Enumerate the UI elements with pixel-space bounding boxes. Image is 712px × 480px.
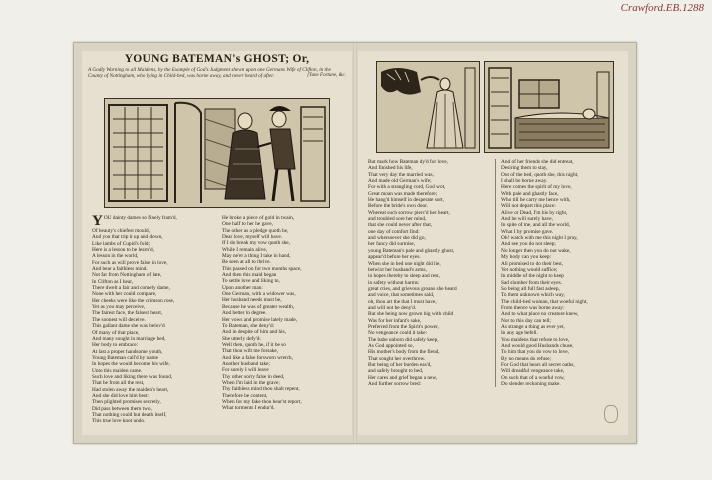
woodcut-bedchamber (484, 61, 614, 153)
verse-line: Her body to embrace: (92, 342, 139, 349)
verse-line: betwixt her husband's arms, (368, 266, 427, 273)
verse-line: and whersoever she did go, (368, 235, 426, 242)
verse-line: He broke a piece of gold in twain, (222, 215, 295, 221)
verse-line: When for my fake thou hear'st report, (222, 398, 302, 405)
verse-line: oh, thou art the that I must have, (368, 298, 437, 305)
verse-line: Oh! watch with me this night I pray, (501, 235, 578, 242)
verse-line: So being all full fast asleep, (501, 285, 560, 292)
verse-line: Young Bateman call'd by name (92, 354, 159, 361)
verse-line: Desiring them to stay, (501, 165, 548, 172)
verse-line: And further sorrow bred: (368, 381, 422, 388)
verse-line: In any age befell. (501, 330, 538, 337)
woodcut-illustration-left (105, 99, 329, 207)
verse-line: And bear a faithless mind. (92, 266, 148, 273)
verse-line: One half to her he gave, (222, 221, 273, 228)
verse-column (495, 159, 620, 387)
verse-line: There dwelt a fair and comely dame, (92, 285, 170, 292)
verse-line: and troubled sore her mind, (368, 216, 427, 223)
verse-line: In hopes the would become his wife, (92, 361, 170, 368)
verse-line: One German, with a widower was, (222, 291, 296, 298)
verse-line: Will dreadful vengeance take, (501, 368, 565, 375)
verse-line: The other as a pledge quoth he, (222, 227, 289, 234)
verse-line: A lesson in the world, (92, 253, 139, 260)
verse-line: And of her friends she did entreat, (501, 159, 574, 165)
verse-line: From thence was borne away: (501, 304, 565, 311)
verse-line: And made old German's wife; (368, 178, 432, 185)
verse-line: In middle of the night to keep (501, 273, 564, 280)
verse-line: Alive or Dead, I'm his by right, (501, 209, 568, 216)
verse-line: For such as will prove false in love, (92, 259, 168, 266)
verse-line: But mark how Bateman dy'd for love, (368, 159, 448, 165)
verse-line: That he from all the rest, (92, 380, 145, 387)
verse-line: To him that you do vow to love, (501, 349, 569, 356)
verse-line: To settle love and liking to, (222, 278, 280, 285)
verse-line: The soonest will deceive. (92, 316, 146, 323)
verse-line: and will not be deny'd. (368, 304, 417, 311)
verse-line: At last a proper handsome youth, (92, 348, 163, 355)
verse-line-text: OU dainty dames so finely fram'd, (103, 215, 177, 221)
verse-line: In spite of me, and all the world, (501, 222, 570, 229)
verse-line: His mother's body from the fiend, (368, 349, 440, 356)
library-stamp (604, 405, 618, 423)
verse-line: He hang'd himself in desperate sort, (368, 197, 444, 204)
verse-column (222, 215, 344, 425)
verse-line: Be seen at all to thrive. (222, 259, 271, 266)
verse-line: Whereat such sorrow pierc'd her heart, (368, 209, 450, 216)
verse-line: With pale and ghastly face, (501, 190, 559, 197)
catalog-number: Crawford.EB.1288 (620, 2, 704, 14)
verse-line: On such that of a woeful vow, (501, 374, 565, 381)
verse-line: Do slender reckoning make. (501, 381, 561, 388)
verse-line: She utterly defy'd: (222, 335, 261, 342)
verse-line: When she in bed one night did lie, (368, 260, 441, 267)
tune-note: [Tune Fortune, &c. (307, 73, 346, 79)
verse-line: And many sought in marriage bed, (92, 335, 166, 342)
verse-line: And he will surely have, (501, 216, 553, 223)
verse-line: No longer then you do not wake, (501, 247, 571, 254)
verse-line: And to what place no creature knew, (501, 311, 579, 318)
verse-line: young Bateman's pale and ghastly ghost, (368, 247, 455, 254)
verse-line: When I'm laid in the grave; (222, 379, 280, 386)
verse-line: If I do break my vow quoth she, (222, 240, 290, 247)
verse-line: Thy other sorry false in deed, (222, 373, 285, 380)
verse-line: Sad slumber from their eyes. (501, 279, 563, 286)
verse-line: No vengeance could it take: (368, 330, 428, 337)
verse-line: But being of her burden eas'd, (368, 362, 432, 368)
verse-line: Nor to this day can tell; (501, 317, 551, 324)
verse-line: and safely brought to bed, (368, 368, 424, 375)
verse-line: To them unknown which way, (501, 292, 565, 299)
verse-line: And see you do not sleep; (501, 241, 556, 248)
verse-line: Will not depart this place: (501, 203, 556, 210)
verse-line: As strange a thing as ever yet, (501, 323, 565, 330)
verse-line: And like a false forsworn wretch, (222, 354, 293, 361)
verse-line: in hopes thereby to sleep and rest, (368, 273, 440, 280)
verse-line: that she could never after that, (368, 222, 433, 229)
verse-line: her fancy did surmise, (368, 241, 416, 248)
verse-line: Then plighted promises secretly, (92, 399, 161, 406)
verse-line: And in despite of him and his, (222, 329, 286, 336)
verse-line: Her cheeks were like the crimson rose, (92, 297, 175, 304)
verse-line: Of beauty's chiefest mould, (92, 228, 151, 234)
dropcap-letter: Y (92, 215, 103, 228)
verse-line: This gallant dame she was belov'd (92, 323, 165, 330)
subtitle-text: A Godly Warning to all Maidens, by the Example of God's Judgment shewn upon one Germans Wife of Clifton, in the County of Nottingham, who lying in Child-bed, was borne away, and never heard of after. (88, 67, 331, 80)
verse-line: That nothing could but death itself, (92, 411, 167, 418)
broadside-sheet (73, 42, 637, 444)
verse-line: Her cares and grief began a new, (368, 374, 438, 381)
verse-line: For surely I will leave (222, 367, 269, 374)
verse-line: appear'd before her eyes. (368, 254, 421, 261)
verse-line: Yet nothing would suffice; (501, 266, 558, 273)
verse-line: Like lambs of Cupid's fold; (92, 240, 151, 247)
left-page (82, 51, 352, 435)
verse-line: Upon another man: (222, 284, 263, 291)
verse-line: Dear love, myself will have. (222, 234, 283, 241)
right-page-verses (368, 159, 620, 387)
verse-line: And then this maid began (222, 272, 277, 279)
verse-line: For with a strangling cord, God wot, (368, 184, 446, 191)
verse-line: What I by promise gave. (501, 228, 554, 235)
verse-line: Of many of that place, (92, 329, 140, 336)
verse-line: one day of comfort find: (368, 228, 420, 235)
verse-line: May ne'er a thing I take in hand, (222, 253, 291, 260)
verse-line: Great moan was made therefore; (368, 190, 438, 197)
right-page (358, 51, 628, 435)
verse-line: Such love and liking there was found, (92, 373, 173, 380)
verse-line: I shall be borne away. (501, 178, 548, 185)
verse-line: To Bateman, she deny'd: (222, 322, 275, 329)
verse-line (92, 215, 214, 228)
verse-line: That sought her overthrow. (368, 355, 426, 362)
verse-line: Had stolen away the maiden's heart, (92, 386, 169, 393)
verse-line: And she did love him best: (92, 392, 149, 399)
verse-line: Her husband needs must be, (222, 297, 282, 304)
verse-line: Yet as you may perceive, (92, 304, 146, 311)
verse-line: Therefore be content, (222, 392, 268, 399)
verse-line: You maidens that refuse to love, (501, 336, 570, 343)
verse-line: Not far from Nottingham of late, (92, 272, 162, 279)
woodcut-illustration-bed (485, 62, 613, 152)
woodcut-ghost (376, 61, 480, 153)
verse-line: Here comes the spirit of my love, (501, 184, 572, 191)
verse-line: Her vows and promise lately made, (222, 316, 298, 323)
verse-line: Another husband take; (222, 360, 270, 367)
verse-line: The babe unborn did safely keep, (368, 336, 439, 343)
verse-line: Thy faithless mind thou shalt repent, (222, 386, 300, 393)
verse-line: And finished his life, (368, 165, 413, 172)
verse-line: As God appointed so, (368, 342, 414, 349)
verse-line: That very day the married was, (368, 171, 434, 178)
verse-line: great cries, and grievous groans she heard (368, 285, 457, 292)
verse-line: Well then, quoth he, if it be so (222, 341, 286, 348)
verse-line: Here is a lesson to be learn'd, (92, 247, 154, 254)
verse-line: That thou wilt me forsake, (222, 348, 279, 355)
verse-line: But she being now grown big with child (368, 311, 454, 318)
verse-line: This true love knot undo. (92, 418, 146, 425)
verse-line: in safety without harms: (368, 279, 420, 286)
verse-line: What torments I endur'd. (222, 405, 275, 412)
verse-line: For God that hears all secret oaths, (501, 362, 575, 368)
center-fold (353, 43, 357, 443)
verse-line: And better in degree. (222, 310, 267, 317)
verse-line: Did pass between them two, (92, 405, 152, 412)
verse-line: This passed on for two months space, (222, 265, 302, 272)
verse-line: By no means do refuse; (501, 355, 552, 362)
verse-line: My body can you keep: (501, 254, 552, 261)
verse-line: While I remain alive, (222, 246, 268, 253)
verse-line: Unto this maiden came. (92, 367, 143, 374)
ballad-subtitle (88, 67, 346, 79)
verse-line: Preferred from the Spirit's power, (368, 323, 439, 330)
verse-line: Was for her infant's sake, (368, 317, 422, 324)
ballad-title: YOUNG BATEMAN's GHOST; Or, (124, 53, 310, 65)
woodcut-illustration-ghost (377, 62, 479, 152)
verse-line: None with her could compare, (92, 291, 157, 298)
woodcut-couple-gold (104, 98, 330, 208)
verse-line: Before the bride's own door. (368, 203, 428, 210)
verse-line: The child-bed woman, that woeful night, (501, 298, 588, 305)
verse-line: And would good Husbands chuse, (501, 342, 574, 349)
verse-line: Who till he carry me hence with, (501, 197, 571, 204)
verse-column (92, 215, 214, 425)
verse-column (368, 159, 487, 387)
left-page-verses (92, 215, 344, 425)
verse-line: Out of the bed, quoth she, this night, (501, 171, 579, 178)
verse-line: In Clifton as I hear, (92, 278, 134, 285)
verse-line: All promised to do their best, (501, 260, 564, 267)
verse-line: Because he was of greater wealth, (222, 303, 295, 310)
verse-line: And you that trip it up and down, (92, 234, 163, 241)
verse-line: The fairest face, the falsest heart, (92, 310, 163, 317)
verse-line: and voice, that sometimes said, (368, 292, 435, 299)
